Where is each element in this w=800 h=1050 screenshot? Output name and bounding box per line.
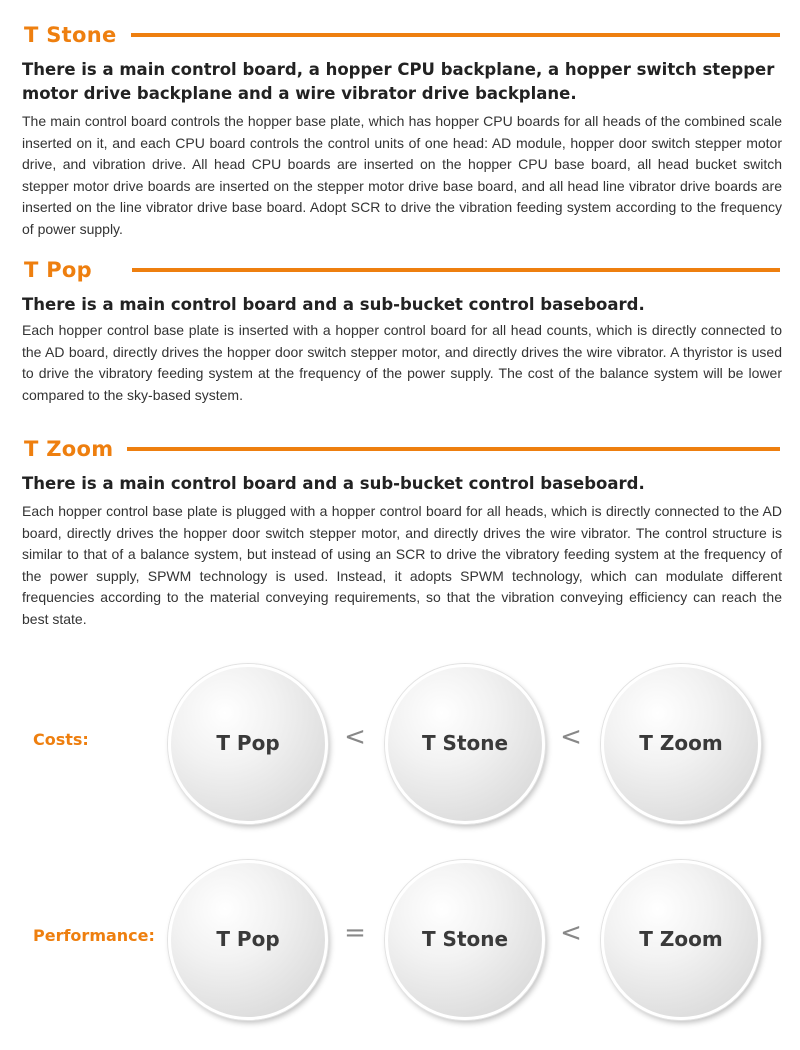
section-title: T Zoom <box>24 437 114 461</box>
section-header <box>22 21 782 49</box>
section-divider <box>127 447 780 451</box>
section-subtitle: There is a main control board, a hopper CPU backplane, a hopper switch stepper motor drive backplane and a wire vibrator drive backplane. <box>22 60 775 103</box>
section-subtitle: There is a main control board and a sub-bucket control baseboard. <box>22 295 645 314</box>
section-divider <box>132 268 780 272</box>
comparison-circle-t-pop <box>168 664 328 824</box>
section-header <box>22 435 782 463</box>
less-than-operator: < <box>560 722 582 752</box>
circle-label: T Zoom <box>639 927 723 951</box>
circle-label: T Pop <box>216 927 280 951</box>
equals-operator: = <box>344 918 366 948</box>
comparison-circle-t-stone <box>385 664 545 824</box>
costs-comparison-row <box>0 662 800 822</box>
section-subtitle: There is a main control board and a sub-bucket control baseboard. <box>22 474 645 493</box>
circle-label: T Pop <box>216 731 280 755</box>
comparison-circle-t-pop <box>168 860 328 1020</box>
section-t-stone <box>22 21 782 240</box>
less-than-operator: < <box>344 722 366 752</box>
circle-label: T Stone <box>421 731 509 755</box>
performance-label: Performance: <box>33 926 155 945</box>
circle-label: T Zoom <box>639 731 723 755</box>
section-t-pop <box>22 256 782 406</box>
section-body: Each hopper control base plate is plugged with a hopper control board for all heads, which is directly connected to the AD board, directly drives the hopper door switch stepper motor, and directly drives the wire vibrator. The control structure is similar to that of a balance system, but instead of using an SCR to drive the vibratory feeding system at the frequency of the power supply, SPWM technology is used. Instead, it adopts SPWM technology, which can modulate different frequencies according to the material conveying requirements, so that the vibration conveying efficiency can reach the best state. <box>22 503 782 627</box>
section-title: T Stone <box>24 23 117 47</box>
circle-label: T Stone <box>421 927 509 951</box>
costs-label: Costs: <box>33 730 89 749</box>
section-t-zoom <box>22 435 782 630</box>
section-title: T Pop <box>24 258 92 282</box>
comparison-circle-t-stone <box>385 860 545 1020</box>
section-header <box>22 256 782 284</box>
section-body: Each hopper control base plate is inserted with a hopper control board for all head counts, which is directly connected to the AD board, directly drives the hopper door switch stepper motor, and directly drives the wire vibrator. A thyristor is used to drive the vibratory feeding system at the frequency of the power supply. The cost of the balance system will be lower compared to the sky-based system. <box>22 322 782 403</box>
section-body: The main control board controls the hopper base plate, which has hopper CPU boards for all heads of the combined scale inserted on it, and each CPU board controls the control units of one head: AD module, hopper door switch stepper motor drive, and vibration drive. All head CPU boards are inserted on the hopper CPU base board, all head bucket switch stepper motor drive boards are inserted on the stepper motor drive base board, and all head line vibrator drive boards are inserted on the line vibrator drive base board. Adopt SCR to drive the vibration feeding system according to the frequency of power supply. <box>22 113 782 237</box>
comparison-circle-t-zoom <box>601 860 761 1020</box>
section-divider <box>131 33 780 37</box>
performance-comparison-row <box>0 858 800 1018</box>
less-than-operator: < <box>560 918 582 948</box>
comparison-circle-t-zoom <box>601 664 761 824</box>
